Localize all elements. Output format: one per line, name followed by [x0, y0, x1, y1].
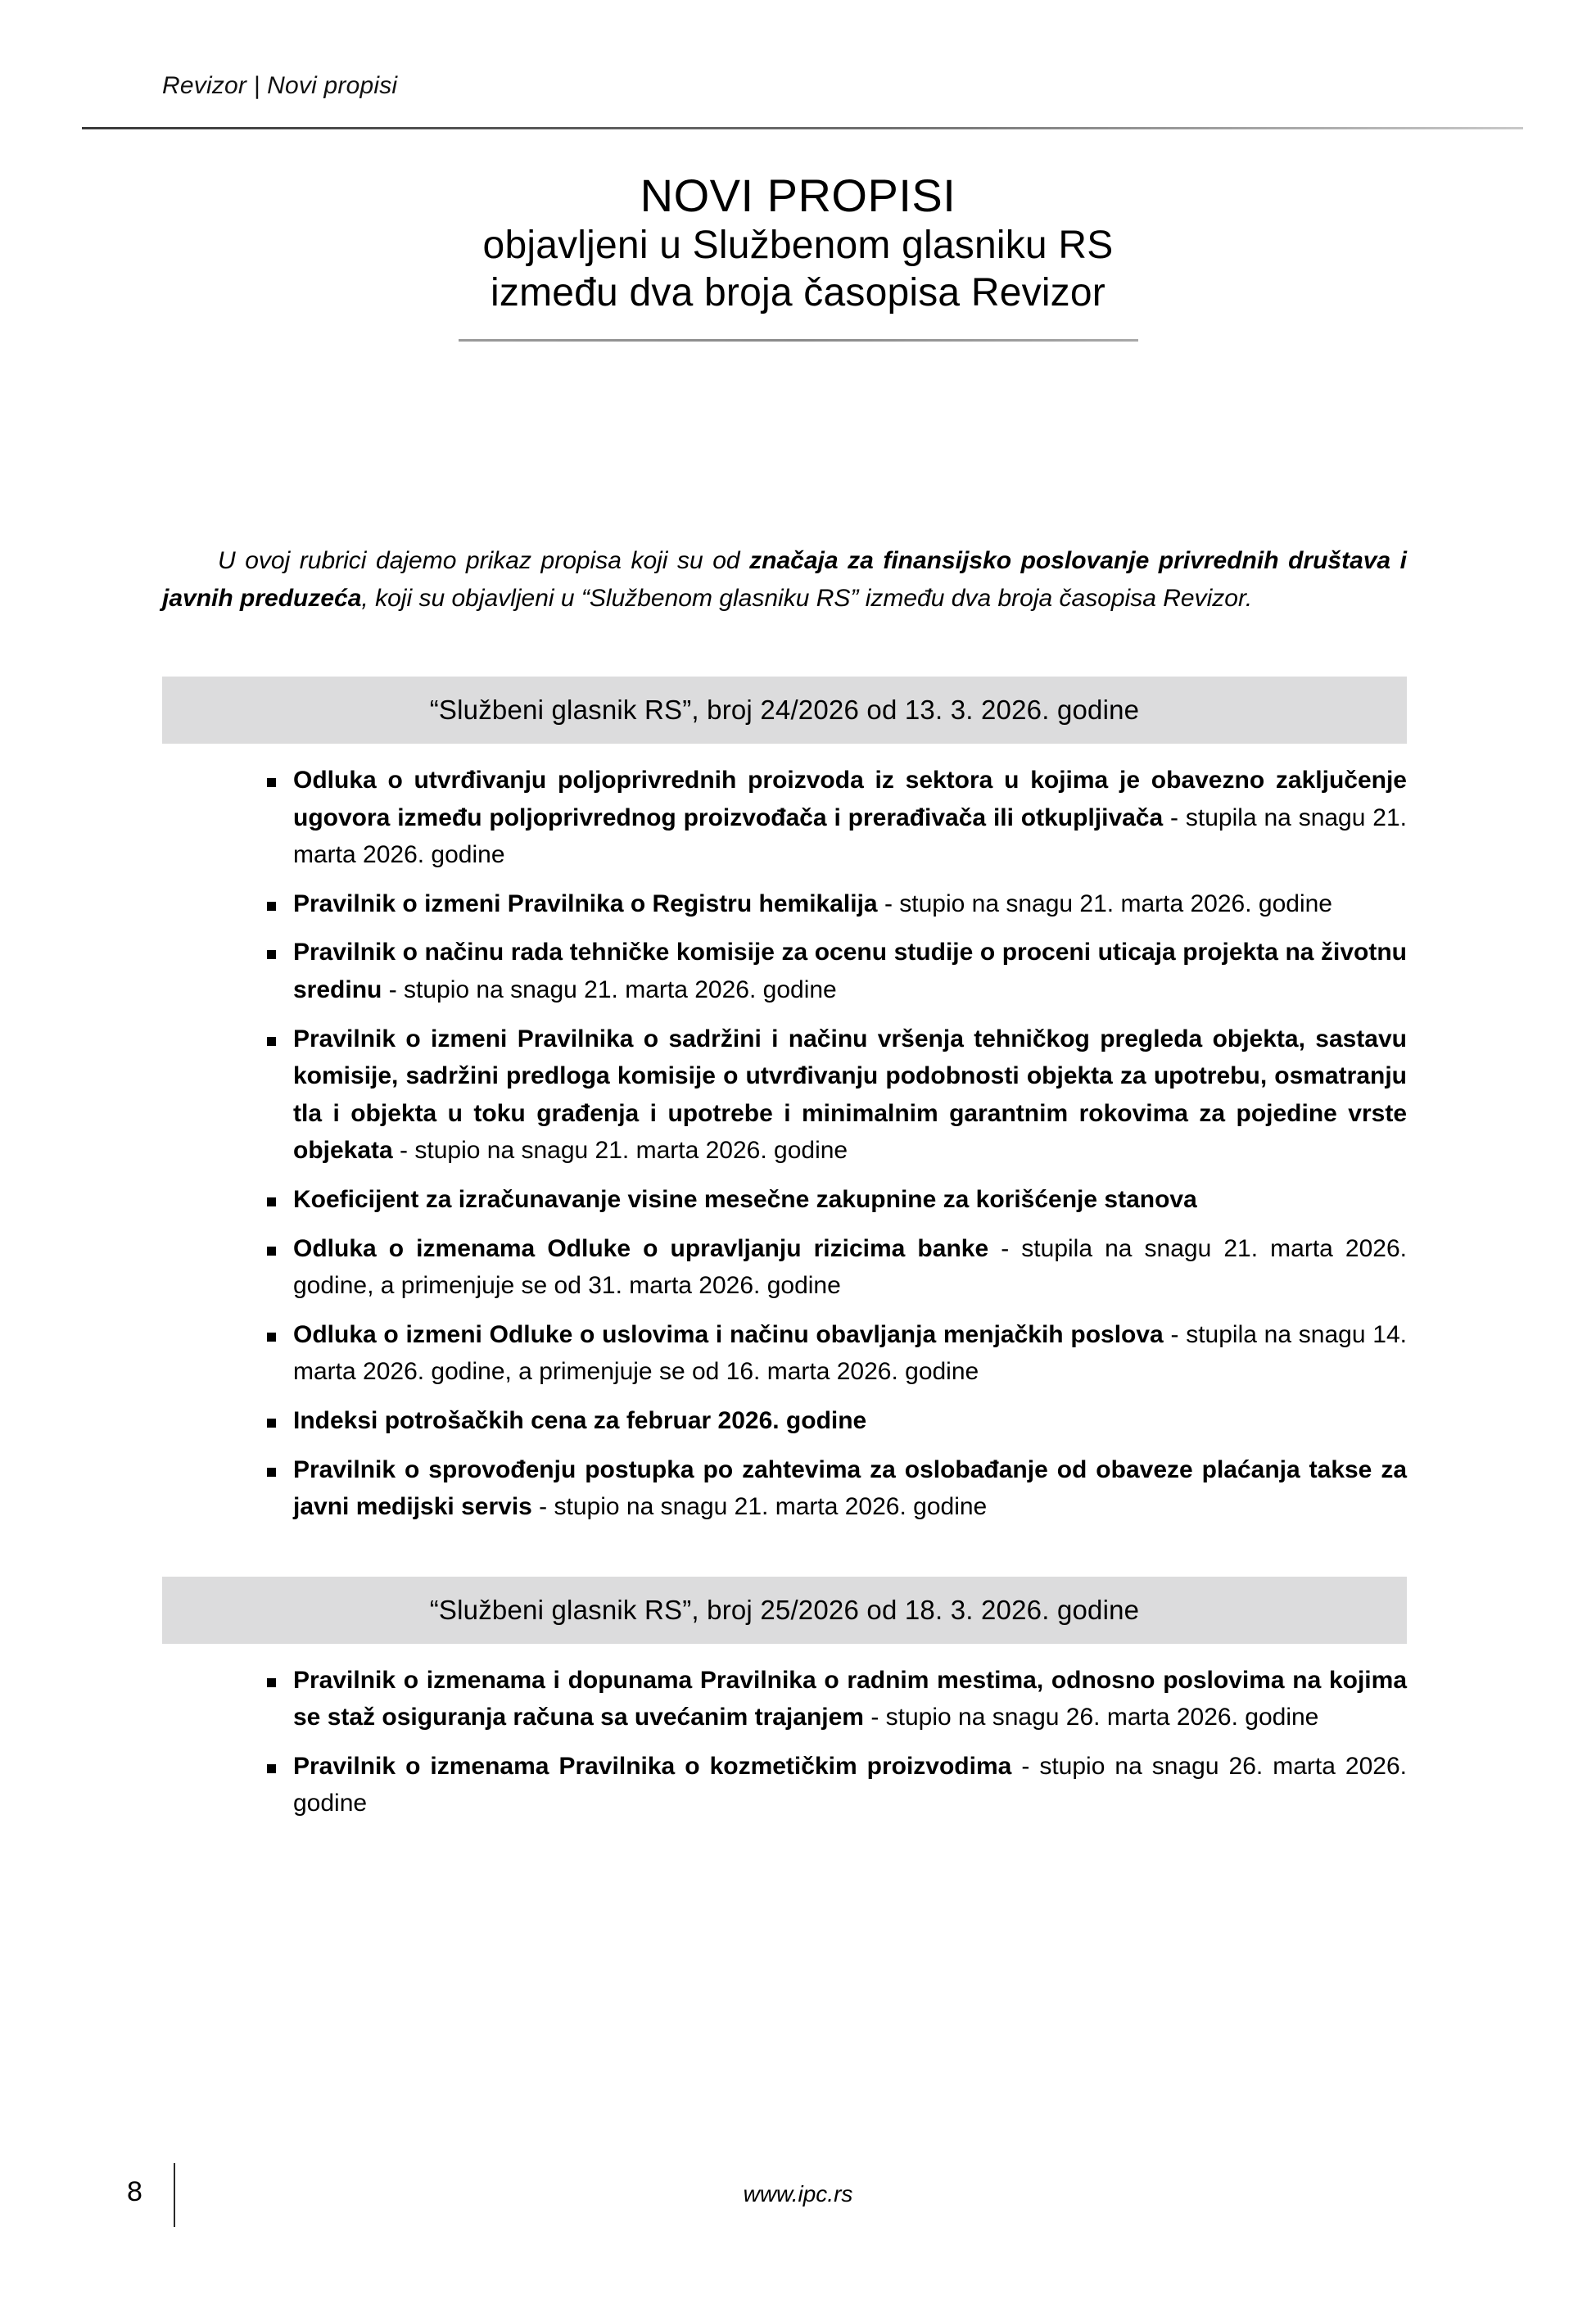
law-effective-note: - stupio na snagu 21. marta 2026. godine [382, 975, 837, 1003]
list-item [162, 762, 1407, 874]
list-item [162, 1451, 1407, 1526]
page-subtitle-line1: objavljeni u Službenom glasniku RS [482, 223, 1114, 267]
law-list [162, 1662, 1407, 1822]
square-bullet-icon [267, 902, 276, 911]
list-item [162, 1181, 1407, 1219]
intro-text-part1: U ovoj rubrici dajemo prikaz propisa koji su od [218, 547, 750, 574]
law-effective-note: - stupila na snagu 14. marta 2026. godine, a primenjuje se od 16. marta 2026. godine [293, 1320, 1407, 1386]
page-title: NOVI PROPISI [640, 170, 956, 221]
square-bullet-icon [267, 778, 276, 787]
law-title: Koeficijent za izračunavanje visine mesečne zakupnine za korišćenje stanova [293, 1185, 1197, 1213]
law-effective-note: - stupila na snagu 21. marta 2026. godine, a primenjuje se od 31. marta 2026. godine [293, 1234, 1407, 1300]
header-rule [82, 127, 1523, 129]
section-header: “Službeni glasnik RS”, broj 24/2026 od 13. 3. 2026. godine [162, 677, 1407, 744]
law-title: Pravilnik o izmeni Pravilnika o Registru hemikalija [293, 889, 878, 917]
law-effective-note: - stupio na snagu 21. marta 2026. godine [877, 889, 1332, 917]
list-item [162, 1662, 1407, 1736]
list-item [162, 934, 1407, 1008]
intro-text-part2: , koji su objavljeni u “Službenom glasniku RS” između dva broja časopisa Revizor. [361, 584, 1253, 612]
square-bullet-icon [267, 1468, 276, 1477]
list-item [162, 1748, 1407, 1822]
running-header: Revizor | Novi propisi [162, 72, 398, 99]
list-item [162, 1402, 1407, 1440]
law-title: Odluka o izmeni Odluke o uslovima i načinu obavljanja menjačkih poslova [293, 1320, 1164, 1348]
list-item [162, 1316, 1407, 1391]
law-title: Odluka o utvrđivanju poljoprivrednih proizvoda iz sektora u kojima je obavezno zaključenje ugovora između poljoprivrednog proizvođača i prerađivača ili otkupljivača [293, 767, 1407, 831]
square-bullet-icon [267, 1333, 276, 1342]
law-title: Pravilnik o sprovođenju postupka po zahtevima za oslobađanje od obaveze plaćanja takse za javni medijski servis [293, 1455, 1407, 1521]
page-subtitle-line2: između dva broja časopisa Revizor [491, 271, 1105, 315]
page-footer [0, 2157, 1596, 2247]
law-effective-note: - stupio na snagu 21. marta 2026. godine [531, 1493, 988, 1521]
law-title: Pravilnik o izmeni Pravilnika o sadržini i načinu vršenja tehničkog pregleda objekta, sastavu komisije, sadržini predloga komisije o utvrđivanju podobnosti objekta za upotrebu, osmatranju tla i objekta u toku građenja i upotrebe i minimalnim garantnim rokovima za pojedine vrste objekata [293, 1025, 1407, 1165]
section-gap [162, 1526, 1407, 1577]
square-bullet-icon [267, 1764, 276, 1773]
square-bullet-icon [267, 1678, 276, 1687]
intro-emphasis: značaja za finansijsko poslovanje privrednih društava i javnih preduzeća [162, 547, 1407, 612]
intro-paragraph [162, 542, 1407, 618]
square-bullet-icon [267, 1037, 276, 1046]
law-effective-note: - stupila na snagu 21. marta 2026. godine [293, 803, 1407, 869]
list-item [162, 1021, 1407, 1170]
title-block [0, 170, 1596, 342]
law-title: Pravilnik o izmenama i dopunama Pravilnika o radnim mestima, odnosno poslovima na kojima se staž osiguranja računa sa uvećanim trajanjem [293, 1666, 1407, 1731]
section-header: “Službeni glasnik RS”, broj 25/2026 od 18. 3. 2026. godine [162, 1577, 1407, 1644]
law-list [162, 762, 1407, 1526]
law-effective-note: - stupio na snagu 26. marta 2026. godine [293, 1752, 1407, 1817]
square-bullet-icon [267, 950, 276, 959]
list-item [162, 885, 1407, 923]
law-title: Odluka o izmenama Odluke o upravljanju rizicima banke [293, 1234, 989, 1262]
square-bullet-icon [267, 1419, 276, 1428]
list-item [162, 1230, 1407, 1305]
title-divider-rule [459, 339, 1138, 342]
square-bullet-icon [267, 1247, 276, 1256]
law-effective-note: - stupio na snagu 26. marta 2026. godine [863, 1704, 1319, 1731]
law-title: Indeksi potrošačkih cena za februar 2026. godine [293, 1406, 867, 1434]
sections-container [162, 677, 1407, 1822]
footer-website: www.ipc.rs [743, 2181, 853, 2207]
page-number: 8 [127, 2176, 142, 2207]
law-title: Pravilnik o načinu rada tehničke komisije za ocenu studije o proceni uticaja projekta na životnu sredinu [293, 939, 1407, 1003]
gazette-section [162, 677, 1407, 1526]
gazette-section [162, 1577, 1407, 1822]
law-effective-note: - stupio na snagu 21. marta 2026. godine [392, 1137, 848, 1165]
law-title: Pravilnik o izmenama Pravilnika o kozmetičkim proizvodima [293, 1752, 1012, 1780]
square-bullet-icon [267, 1197, 276, 1206]
